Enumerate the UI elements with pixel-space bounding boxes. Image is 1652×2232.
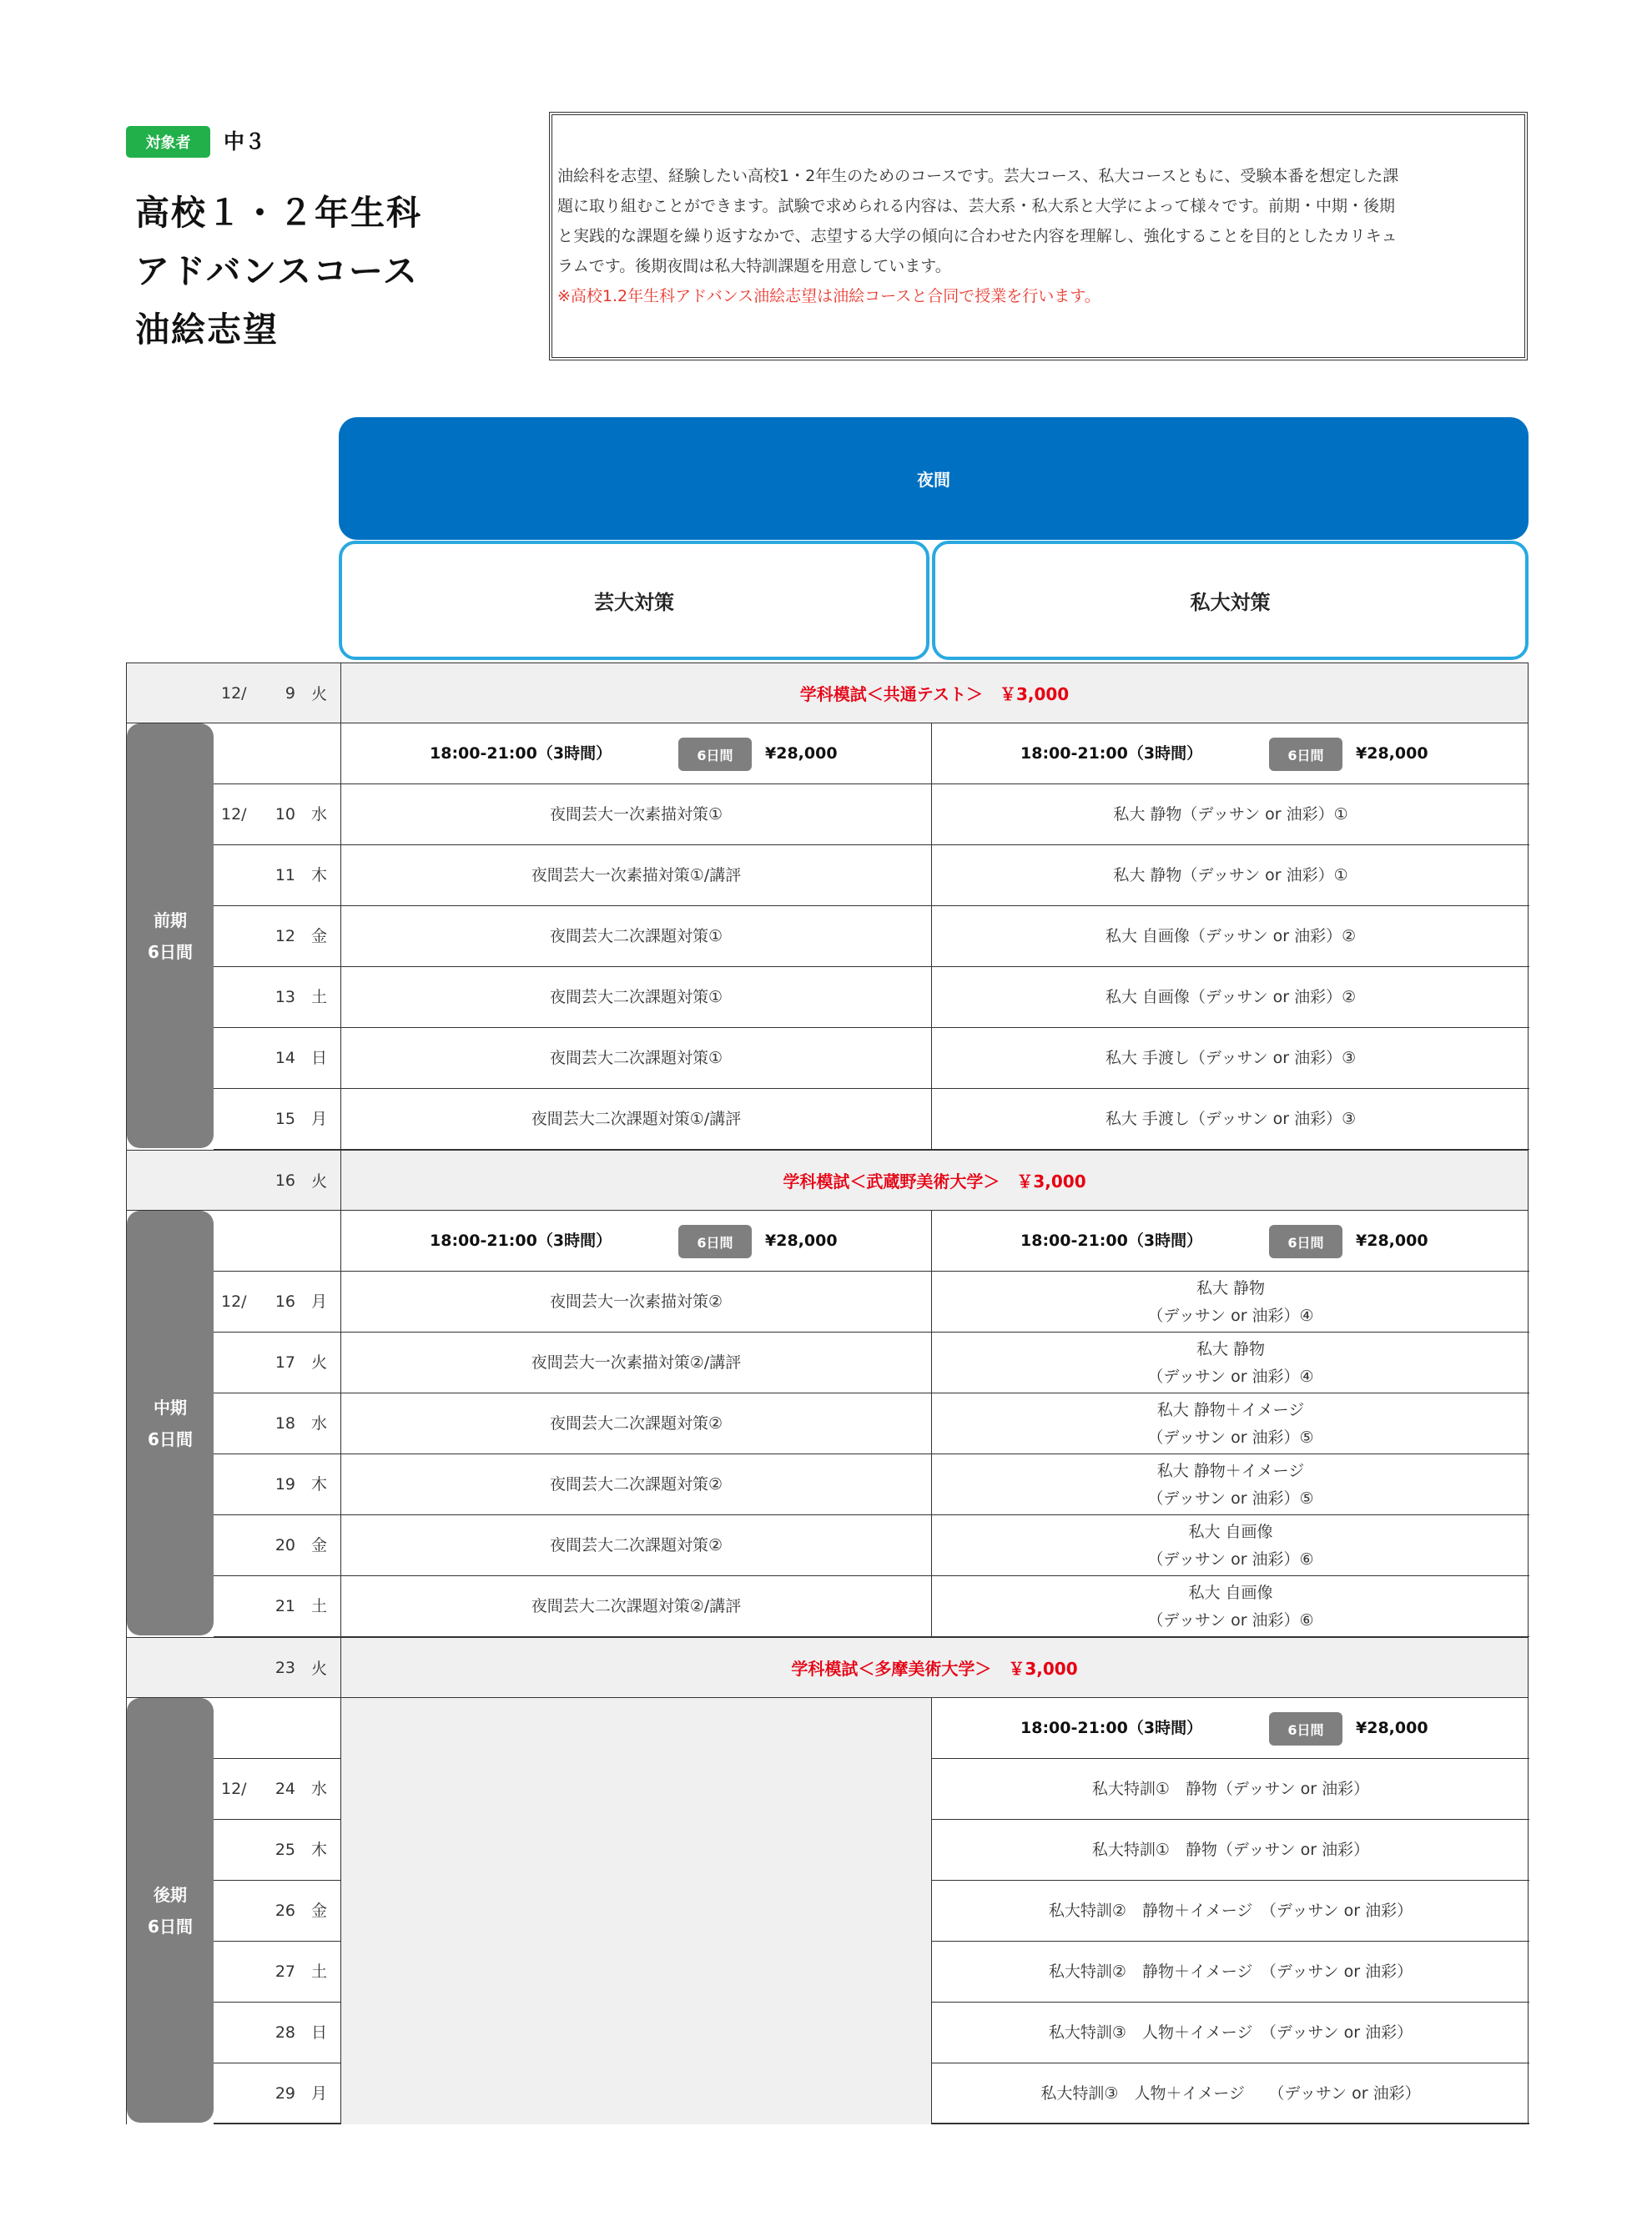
shidai-cell [931,1820,1529,1881]
description-note: ※高校1.2年生科アドバンス油絵志望は油絵コースと合同で授業を行います。 [557,287,1100,305]
row-weekday: 日 [311,1049,328,1067]
period-name: 後期 [154,1884,187,1905]
row-day: 25 [274,1841,295,1859]
date-cell [214,845,340,906]
shidai-cell [931,1576,1529,1637]
geidai-cell: 夜間芸大一次素描対策① [340,784,931,845]
shidai-cell [931,1515,1529,1576]
shidai-line: 私大 手渡し（デッサン or 油彩）③ [1105,1049,1357,1067]
geidai-cell: 夜間芸大二次課題対策②/講評 [340,1576,931,1637]
row-day: 15 [274,1110,295,1128]
session-days-badge: 6日間 [1269,738,1342,771]
session-price: ¥28,000 [1356,744,1428,763]
row-weekday: 土 [311,1962,328,1981]
shidai-cell [931,1089,1529,1150]
row-day: 28 [274,2023,295,2042]
row-weekday: 日 [311,2023,328,2042]
row-day: 11 [274,866,295,884]
row-weekday: 水 [311,1780,328,1798]
session-info-cell [931,1211,1529,1272]
course-description [549,112,1528,360]
shidai-line: 私大 静物＋イメージ [1156,1400,1305,1419]
shidai-cell [931,1759,1529,1820]
shidai-cell [931,1393,1529,1454]
row-day: 24 [274,1780,295,1798]
shidai-line: （デッサン or 油彩）⑥ [1147,1610,1314,1630]
session-time: 18:00-21:00（3時間） [430,1232,612,1250]
schedule-table [126,663,1529,2132]
exam-title: 学科模試＜武蔵野美術大学＞ ￥3,000 [340,1151,1528,1210]
geidai-cell: 夜間芸大一次素描対策② [340,1272,931,1333]
date-cell [214,906,340,967]
exam-date [127,1638,340,1697]
period-block [126,1698,1529,2124]
row-weekday: 火 [311,1353,328,1372]
row-weekday: 月 [311,1292,328,1311]
date-cell [214,2063,340,2124]
row-month: 12/ [221,805,247,824]
date-cell [214,1576,340,1637]
period-label [127,1698,214,2123]
description-line: ラムです。後期夜間は私大特訓課題を用意しています。 [557,257,951,275]
shidai-line: （デッサン or 油彩）⑥ [1147,1549,1314,1569]
row-month: 12/ [221,1780,247,1798]
shidai-line: 私大特訓② 静物＋イメージ （デッサン or 油彩） [1048,1902,1413,1920]
period-label [127,1211,214,1635]
page-title-line-2: アドバンスコース [135,251,419,291]
page-title-line-1: 高校１・２年生科 [135,193,422,233]
geidai-cell [340,1942,931,2003]
row-day: 20 [274,1536,295,1554]
session-price: ¥28,000 [1356,1232,1428,1250]
geidai-cell: 夜間芸大二次課題対策① [340,967,931,1028]
shidai-line: 私大特訓① 静物（デッサン or 油彩） [1091,1780,1370,1798]
date-cell [214,1820,340,1881]
shidai-cell [931,1333,1529,1393]
exam-date [127,1151,340,1210]
shidai-cell [931,1272,1529,1333]
row-day: 19 [274,1475,295,1494]
session-price: ¥28,000 [1356,1719,1428,1737]
shidai-line: 私大 静物（デッサン or 油彩）① [1113,805,1348,824]
night-session-header: 夜間 [339,417,1529,540]
session-days-badge: 6日間 [678,1225,752,1258]
exam-month: 12/ [221,683,247,703]
shidai-cell [931,1881,1529,1942]
description-line: 油絵科を志望、経験したい高校1・2年生のためのコースです。芸大コース、私大コースともに、受験本番を想定した課 [557,167,1399,185]
session-price: ¥28,000 [765,744,838,763]
row-day: 10 [274,805,295,824]
session-days-badge: 6日間 [678,738,752,771]
session-info-cell [340,1698,931,1759]
session-info-cell [931,723,1529,784]
row-weekday: 水 [311,805,328,824]
exam-title: 学科模試＜共通テスト＞ ￥3,000 [340,663,1528,723]
shidai-cell [931,1028,1529,1089]
description-line: と実践的な課題を繰り返すなかで、志望する大学の傾向に合わせた内容を理解し、強化することを目的としたカリキュ [557,227,1398,245]
row-weekday: 土 [311,1597,328,1615]
geidai-cell: 夜間芸大二次課題対策② [340,1454,931,1515]
exam-weekday: 火 [311,685,328,703]
row-weekday: 水 [311,1414,328,1433]
exam-row [126,663,1529,723]
row-day: 27 [274,1962,295,1981]
geidai-cell [340,1759,931,1820]
exam-title: 学科模試＜多摩美術大学＞ ￥3,000 [340,1638,1528,1697]
shidai-cell [931,845,1529,906]
shidai-line: 私大 静物＋イメージ [1156,1461,1305,1480]
period-block [126,723,1529,1150]
row-day: 29 [274,2084,295,2103]
row-weekday: 金 [311,927,328,945]
exam-day: 9 [285,683,295,703]
target-grade: 中３ [224,129,266,154]
shidai-line: 私大 自画像 [1188,1583,1273,1602]
exam-date [127,663,340,723]
period-length: 6日間 [148,1428,193,1449]
row-weekday: 月 [311,2084,328,2103]
geidai-cell [340,1820,931,1881]
geidai-cell [340,1881,931,1942]
shidai-line: 私大 自画像（デッサン or 油彩）② [1105,988,1357,1006]
period-length: 6日間 [148,1916,193,1937]
shidai-line: （デッサン or 油彩）④ [1147,1306,1314,1325]
row-day: 26 [274,1902,295,1920]
date-cell [214,1881,340,1942]
date-cell [214,2003,340,2063]
shidai-line: （デッサン or 油彩）⑤ [1147,1428,1314,1447]
period-name: 前期 [154,909,187,930]
row-month: 12/ [221,1292,247,1311]
date-cell [214,1759,340,1820]
target-badge: 対象者 [126,126,210,158]
row-day: 18 [274,1414,295,1433]
date-cell [214,1515,340,1576]
exam-row [126,1637,1529,1698]
date-cell [214,1333,340,1393]
row-day: 12 [274,927,295,945]
shidai-cell [931,967,1529,1028]
row-weekday: 木 [311,1475,328,1494]
date-cell [214,784,340,845]
geidai-cell: 夜間芸大一次素描対策①/講評 [340,845,931,906]
row-day: 21 [274,1597,295,1615]
date-cell [214,967,340,1028]
date-cell [214,1028,340,1089]
date-cell [214,1942,340,2003]
row-day: 17 [274,1353,295,1372]
session-time: 18:00-21:00（3時間） [430,744,612,763]
exam-weekday: 火 [311,1660,328,1678]
shidai-line: 私大 静物 [1196,1339,1266,1358]
shidai-cell [931,784,1529,845]
row-weekday: 木 [311,866,328,884]
shidai-cell [931,1942,1529,2003]
session-info-cell [340,1211,931,1272]
shidai-line: 私大 静物（デッサン or 油彩）① [1113,866,1348,884]
shidai-line: 私大 自画像（デッサン or 油彩）② [1105,927,1357,945]
shidai-line: 私大特訓③ 人物＋イメージ （デッサン or 油彩） [1048,2023,1413,2042]
shidai-line: 私大特訓① 静物（デッサン or 油彩） [1091,1841,1370,1859]
session-price: ¥28,000 [765,1232,838,1250]
date-cell [214,1089,340,1150]
geidai-cell: 夜間芸大二次課題対策①/講評 [340,1089,931,1150]
period-label [127,723,214,1148]
geidai-cell: 夜間芸大二次課題対策① [340,1028,931,1089]
shidai-line: 私大 静物 [1196,1278,1266,1297]
shidai-line: 私大 自画像 [1188,1522,1273,1541]
session-time: 18:00-21:00（3時間） [1020,744,1203,763]
geidai-cell [340,2063,931,2124]
row-day: 13 [274,988,295,1006]
geidai-column-header: 芸大対策 [339,541,929,660]
period-name: 中期 [154,1397,187,1418]
page-title-line-3: 油絵志望 [135,310,279,350]
session-info-cell [340,723,931,784]
geidai-cell: 夜間芸大一次素描対策②/講評 [340,1333,931,1393]
session-info-cell [931,1698,1529,1759]
session-time: 18:00-21:00（3時間） [1020,1232,1203,1250]
shidai-column-header: 私大対策 [932,541,1529,660]
shidai-line: 私大特訓③ 人物＋イメージ （デッサン or 油彩） [1040,2084,1421,2103]
shidai-cell [931,2003,1529,2063]
session-days-badge: 6日間 [1269,1712,1342,1746]
row-weekday: 金 [311,1536,328,1554]
shidai-cell [931,906,1529,967]
geidai-cell: 夜間芸大二次課題対策② [340,1515,931,1576]
row-weekday: 木 [311,1841,328,1859]
shidai-line: 私大 手渡し（デッサン or 油彩）③ [1105,1110,1357,1128]
date-cell [214,1272,340,1333]
geidai-cell [340,2003,931,2063]
session-time: 18:00-21:00（3時間） [1020,1719,1203,1737]
description-line: 題に取り組むことができます。試験で求められる内容は、芸大系・私大系と大学によって様々です。前期・中期・後期 [557,197,1395,215]
shidai-cell [931,1454,1529,1515]
row-weekday: 金 [311,1902,328,1920]
row-day: 16 [274,1292,295,1311]
shidai-line: （デッサン or 油彩）⑤ [1147,1489,1314,1508]
shidai-line: （デッサン or 油彩）④ [1147,1367,1314,1386]
row-weekday: 土 [311,988,328,1006]
date-cell [214,1454,340,1515]
exam-row [126,1150,1529,1211]
period-block [126,1211,1529,1637]
shidai-line: 私大特訓② 静物＋イメージ （デッサン or 油彩） [1048,1962,1413,1981]
exam-day: 16 [274,1171,295,1190]
exam-weekday: 火 [311,1172,328,1191]
exam-day: 23 [274,1658,295,1677]
shidai-cell [931,2063,1529,2124]
geidai-cell: 夜間芸大二次課題対策① [340,906,931,967]
date-cell [214,1393,340,1454]
row-weekday: 月 [311,1110,328,1128]
geidai-cell: 夜間芸大二次課題対策② [340,1393,931,1454]
period-length: 6日間 [148,941,193,962]
session-days-badge: 6日間 [1269,1225,1342,1258]
row-day: 14 [274,1049,295,1067]
